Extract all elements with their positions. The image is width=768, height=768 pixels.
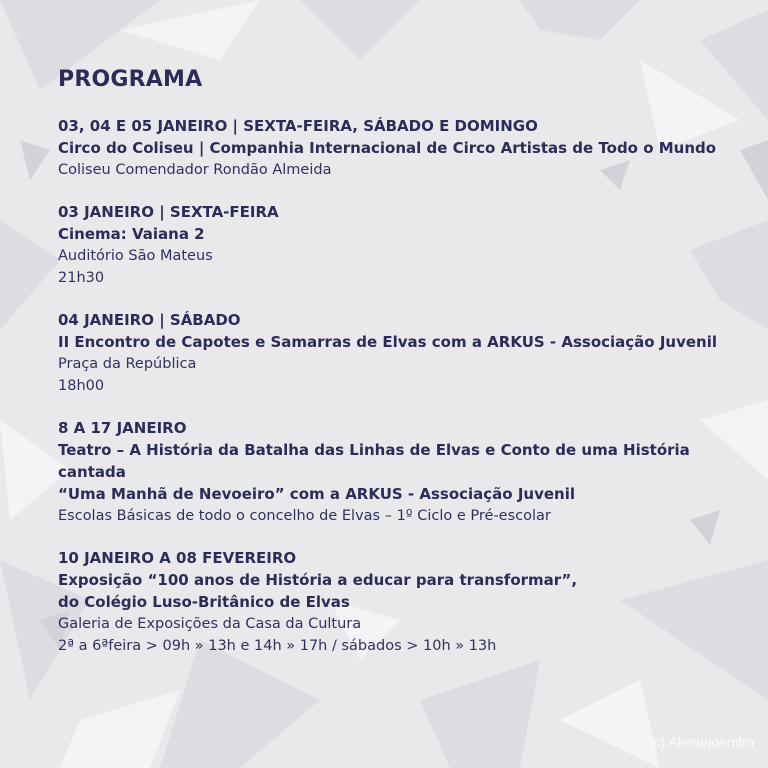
- event-title: Teatro – A História da Batalha das Linhas de Elvas e Conto de uma História cantada: [58, 441, 690, 481]
- event-venue: Praça da República: [58, 356, 197, 372]
- event-time: 21h30: [58, 270, 105, 286]
- event-item: [58, 309, 738, 397]
- event-date: 10 JANEIRO A 08 FEVEREIRO: [58, 549, 297, 567]
- event-subtitle: do Colégio Luso-Britânico de Elvas: [58, 593, 350, 611]
- event-title: Circo do Coliseu | Companhia Internacional de Circo Artistas de Todo o Mundo: [58, 139, 717, 157]
- event-title: II Encontro de Capotes e Samarras de Elvas com a ARKUS - Associação Juvenil: [58, 333, 717, 351]
- watermark: (c) Alentejoemfm: [648, 734, 754, 750]
- event-item: [58, 417, 738, 527]
- event-date: 04 JANEIRO | SÁBADO: [58, 311, 241, 329]
- event-venue: Galeria de Exposições da Casa da Cultura: [58, 616, 362, 632]
- event-schedule: 2ª a 6ªfeira > 09h » 13h e 14h » 17h / sábados > 10h » 13h: [58, 638, 497, 654]
- event-title: Exposição “100 anos de História a educar para transformar”,: [58, 571, 578, 589]
- event-venue: Auditório São Mateus: [58, 248, 213, 264]
- event-time: 18h00: [58, 378, 105, 394]
- event-item: [58, 115, 738, 181]
- event-date: 03, 04 E 05 JANEIRO | SEXTA-FEIRA, SÁBADO E DOMINGO: [58, 117, 538, 135]
- event-date: 03 JANEIRO | SEXTA-FEIRA: [58, 203, 279, 221]
- event-subtitle: “Uma Manhã de Nevoeiro” com a ARKUS - Associação Juvenil: [58, 485, 576, 503]
- event-item: [58, 201, 738, 289]
- event-venue: Coliseu Comendador Rondão Almeida: [58, 162, 332, 178]
- page-title: PROGRAMA: [58, 67, 203, 92]
- program-content: [58, 66, 738, 677]
- event-date: 8 A 17 JANEIRO: [58, 419, 187, 437]
- event-title: Cinema: Vaiana 2: [58, 225, 205, 243]
- event-venue: Escolas Básicas de todo o concelho de Elvas – 1º Ciclo e Pré-escolar: [58, 508, 551, 524]
- event-item: [58, 547, 738, 657]
